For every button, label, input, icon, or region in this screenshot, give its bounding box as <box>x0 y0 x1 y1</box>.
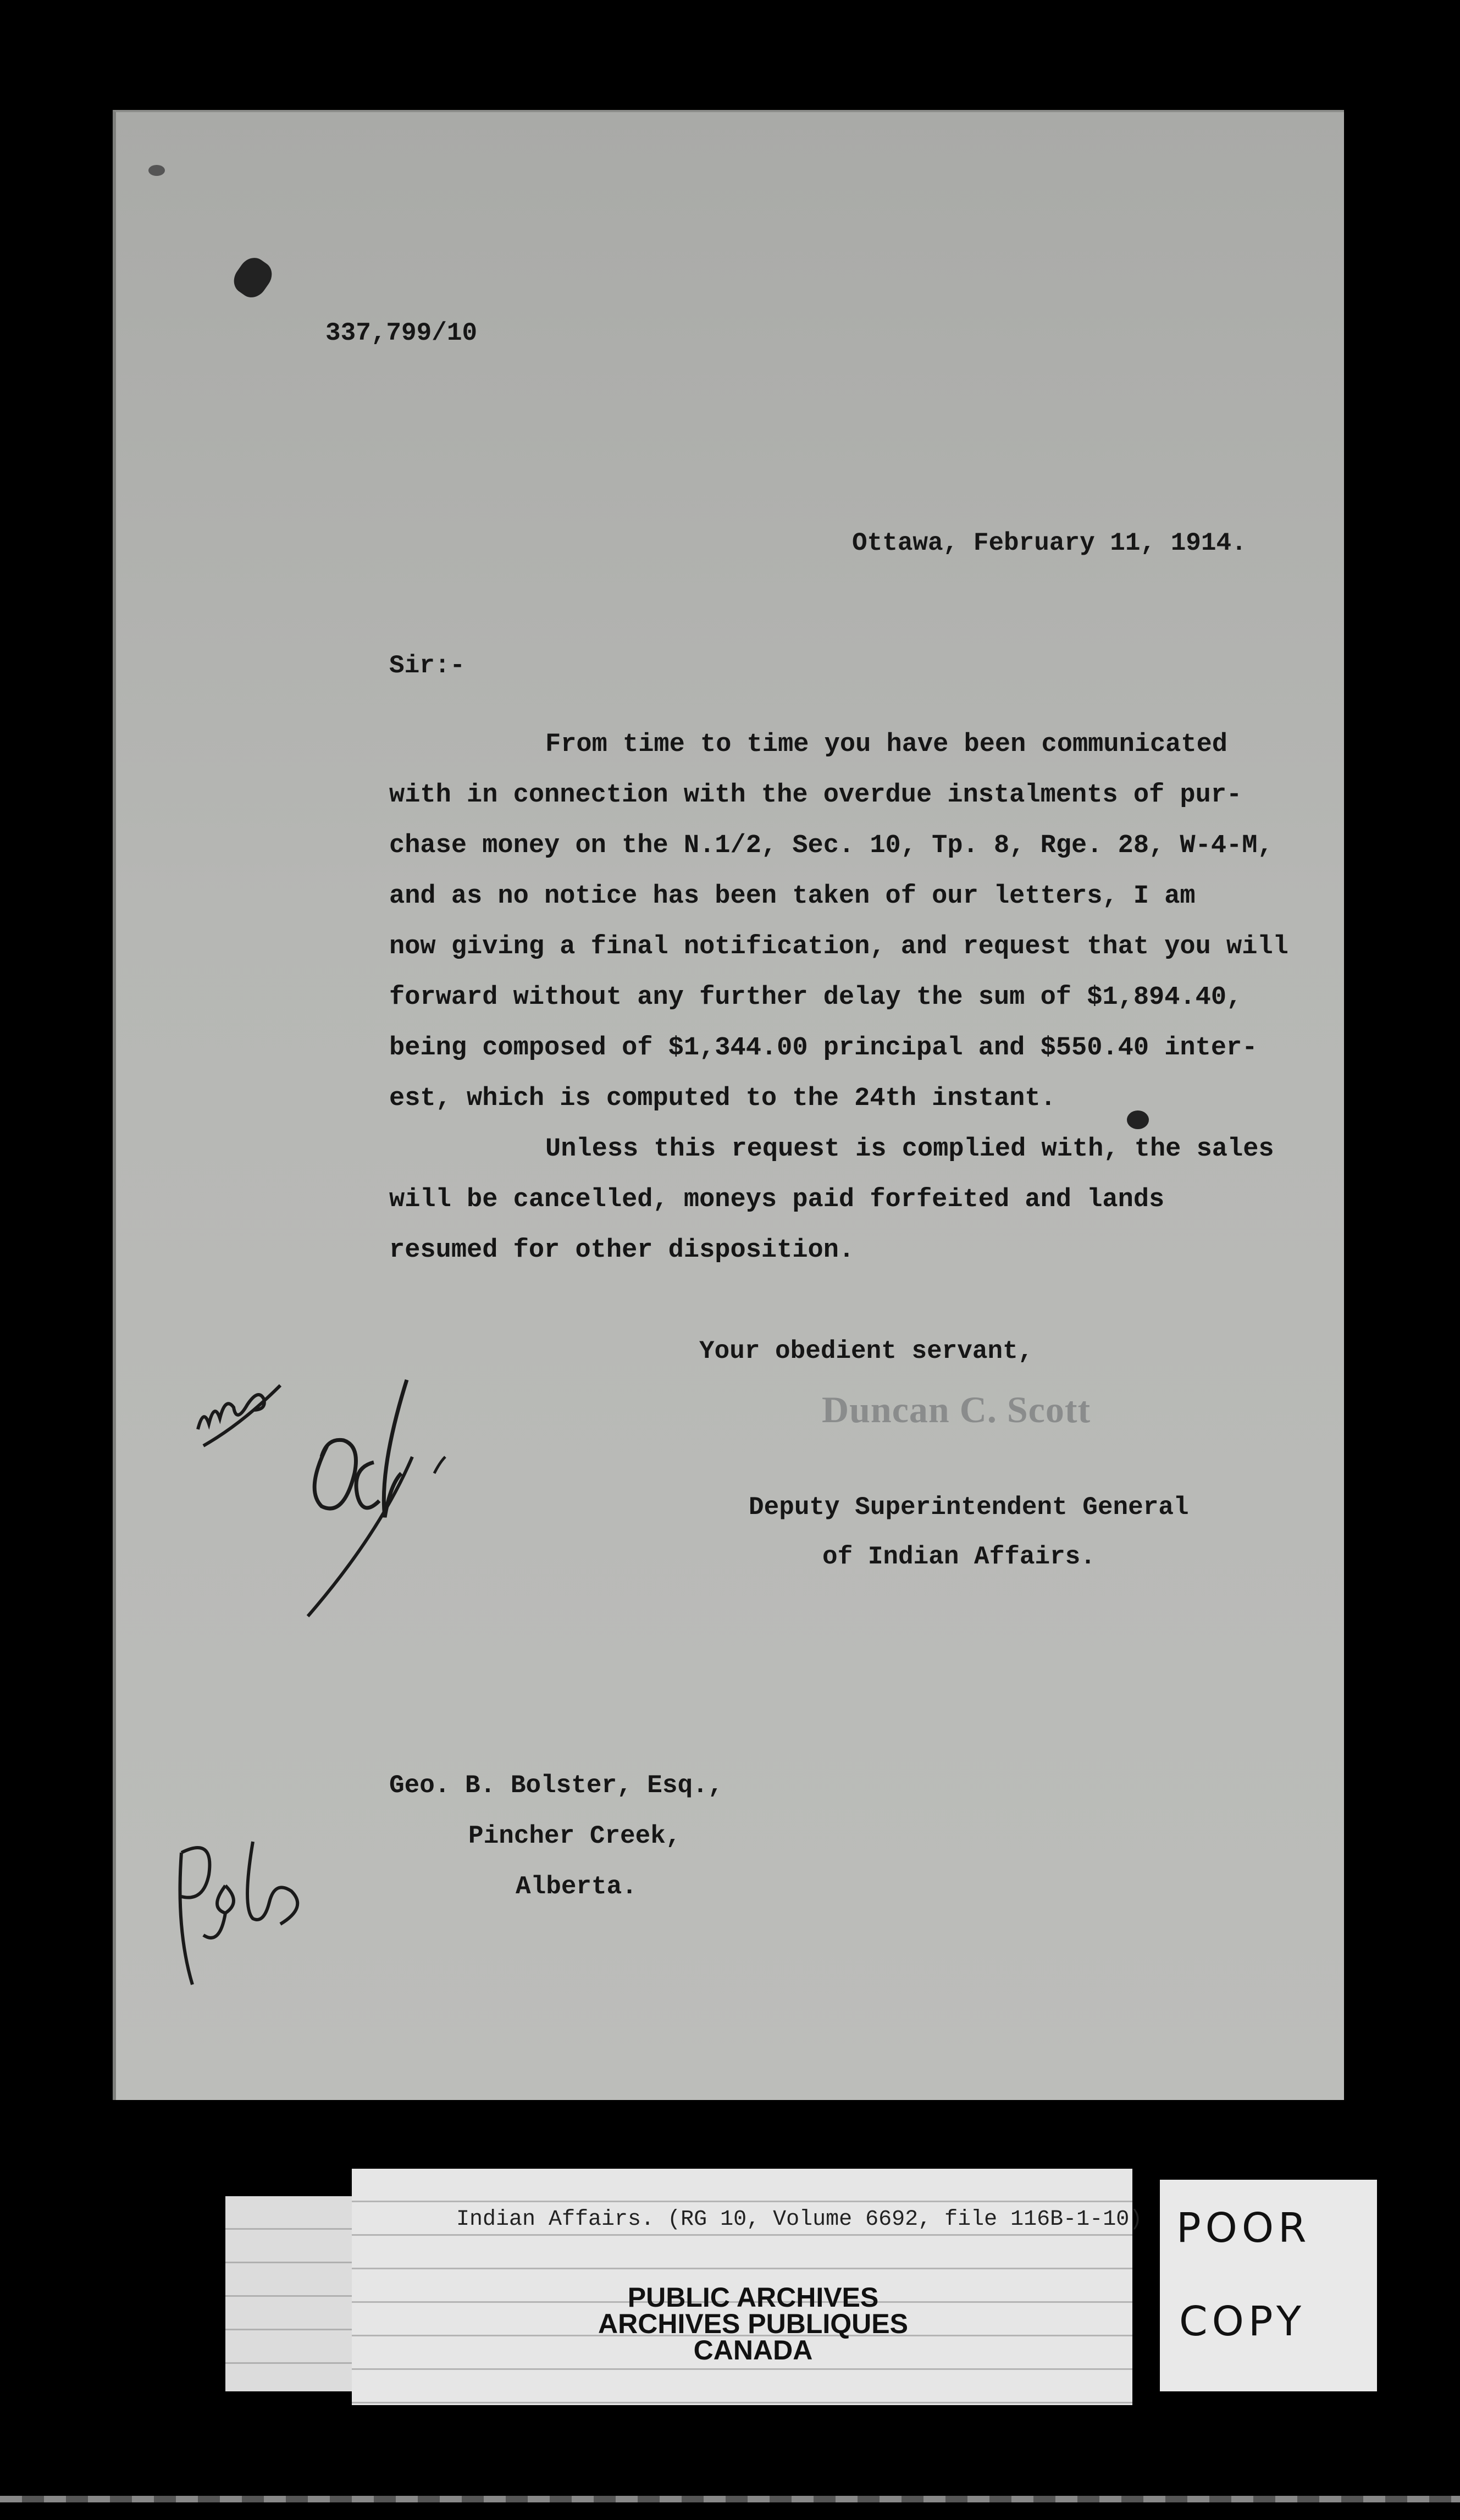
signature-stamp: Duncan C. Scott <box>822 1389 1091 1430</box>
signatory-title-2: of Indian Affairs. <box>822 1543 1096 1571</box>
file-number: 337,799/10 <box>325 319 478 347</box>
archive-label-tab <box>225 2196 352 2391</box>
speck <box>148 165 165 176</box>
ink-blot <box>1127 1110 1149 1129</box>
handwritten-initials-pjol <box>165 1820 319 1996</box>
addressee-name: Geo. B. Bolster, Esq., <box>389 1771 723 1800</box>
body-line: forward without any further delay the sum of $1,894.40, <box>389 983 1242 1012</box>
closing: Your obedient servant, <box>699 1337 1033 1366</box>
body-line: est, which is computed to the 24th instant. <box>389 1084 1056 1113</box>
body-line: will be cancelled, moneys paid forfeited and lands <box>389 1185 1165 1214</box>
body-line: now giving a final notification, and request that you will <box>389 932 1288 961</box>
addressee-province: Alberta. <box>516 1872 637 1901</box>
body-line: being composed of $1,344.00 principal and $550.40 inter- <box>389 1034 1258 1063</box>
copy-note: COPY <box>1179 2298 1306 2345</box>
body-line: resumed for other disposition. <box>389 1236 855 1265</box>
film-edge <box>0 2496 1460 2502</box>
body-line: and as no notice has been taken of our letters, I am <box>389 882 1196 911</box>
archive-name-fr: ARCHIVES PUBLIQUES <box>598 2308 908 2339</box>
body-line: From time to time you have been communicated <box>545 730 1228 759</box>
body-line: with in connection with the overdue instalments of pur- <box>389 781 1242 810</box>
signatory-title-1: Deputy Superintendent General <box>749 1493 1189 1522</box>
archive-source: Indian Affairs. (RG 10, Volume 6692, file 116B-1-10) <box>456 2207 1143 2232</box>
addressee-town: Pincher Creek, <box>468 1822 681 1850</box>
archive-name-en: PUBLIC ARCHIVES <box>627 2282 879 2313</box>
handwritten-initials-dcs <box>297 1369 473 1633</box>
body-line: Unless this request is complied with, the sales <box>545 1135 1274 1164</box>
handwritten-initials-wao <box>187 1336 291 1468</box>
poor-note: POOR <box>1176 2204 1311 2252</box>
place-date: Ottawa, February 11, 1914. <box>852 529 1247 557</box>
body-line: chase money on the N.1/2, Sec. 10, Tp. 8, Rge. 28, W-4-M, <box>389 831 1273 860</box>
salutation: Sir:- <box>389 651 466 680</box>
archive-country: CANADA <box>693 2335 813 2366</box>
